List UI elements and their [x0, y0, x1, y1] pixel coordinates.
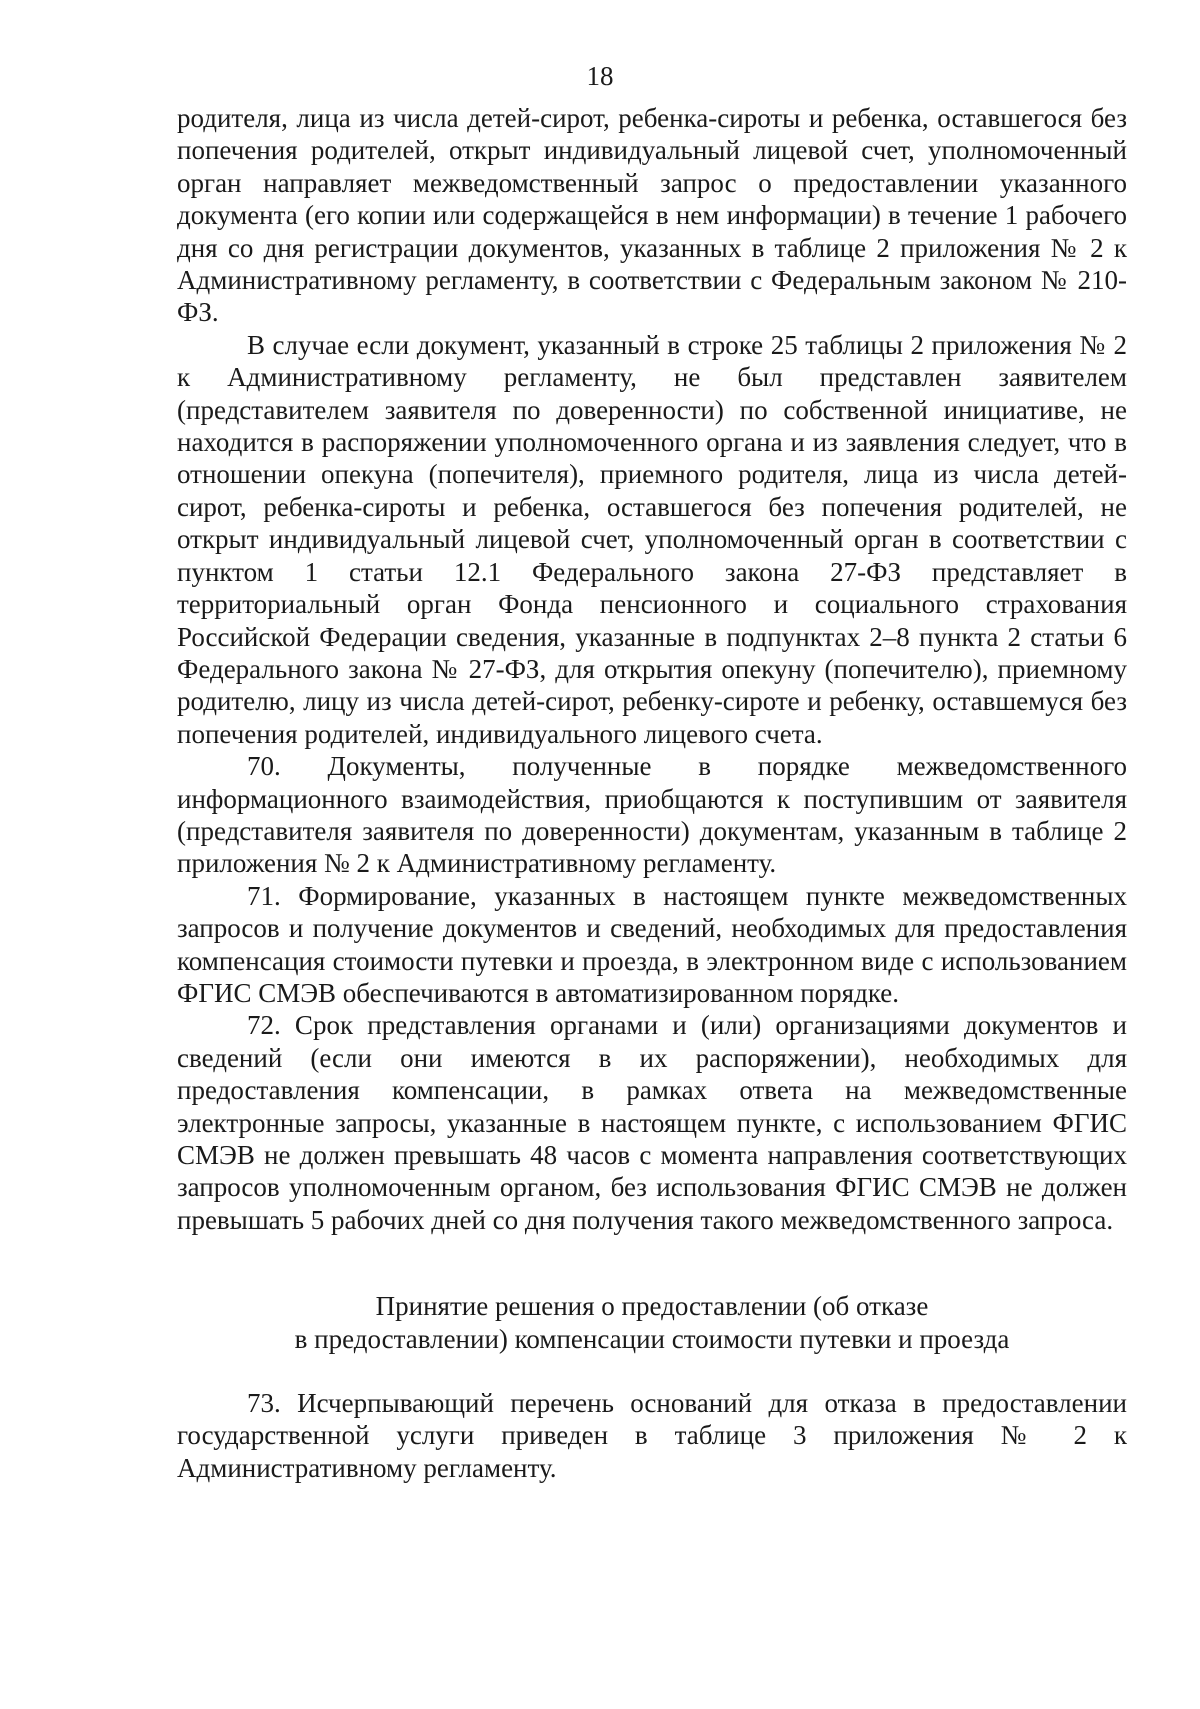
- paragraph-70: 70. Документы, полученные в порядке межведомственного информационного взаимодействия, приобщаются к поступившим от заявителя (представителя заявителя по доверенности) документам, указанным в таблице 2 приложения № 2 к Административному регламенту.: [177, 751, 1127, 879]
- paragraph-72: 72. Срок представления органами и (или) организациями документов и сведений (если они имеются в их распоряжении), необходимых для предоставления компенсации, в рамках ответа на межведомственные электронные запросы, указанные в настоящем пункте, с использованием ФГИС СМЭВ не должен превышать 48 часов с момента направления соответствующих запросов уполномоченным органом, без использования ФГИС СМЭВ не должен превышать 5 рабочих дней со дня получения такого межведомственного запроса.: [177, 1010, 1127, 1235]
- paragraph-continuation: родителя, лица из числа детей-сирот, ребенка-сироты и ребенка, оставшегося без попечения родителей, открыт индивидуальный лицевой счет, уполномоченный орган направляет межведомственный запрос о предоставлении указанного документа (его копии или содержащейся в нем информации) в течение 1 рабочего дня со дня регистрации документов, указанных в таблице 2 приложения № 2 к Административному регламенту, в соответствии с Федеральным законом № 210-ФЗ.: [177, 103, 1127, 328]
- document-body: [177, 102, 1127, 1484]
- paragraph-73: 73. Исчерпывающий перечень оснований для отказа в предоставлении государственной услуги приведен в таблице 3 приложения № 2 к Административному регламенту.: [177, 1388, 1127, 1483]
- section-heading-line-2: в предоставлении) компенсации стоимости путевки и проезда: [294, 1323, 1010, 1354]
- section-heading: [177, 1290, 1127, 1355]
- paragraph-account-case: В случае если документ, указанный в строке 25 таблицы 2 приложения № 2 к Административному регламенту, не был представлен заявителем (представителем заявителя по доверенности) по собственной инициативе, не находится в распоряжении уполномоченного органа и из заявления следует, что в отношении опекуна (попечителя), приемного родителя, лица из числа детей-сирот, ребенка-сироты и ребенка, оставшегося без попечения родителей, не открыт индивидуальный лицевой счет, уполномоченный орган в соответствии с пунктом 1 статьи 12.1 Федерального закона 27-ФЗ представляет в территориальный орган Фонда пенсионного и социального страхования Российской Федерации сведения, указанные в подпунктах 2–8 пункта 2 статьи 6 Федерального закона № 27-ФЗ, для открытия опекуну (попечителю), приемному родителю, лицу из числа детей-сирот, ребенку-сироте и ребенку, оставшемуся без попечения родителей, индивидуального лицевого счета.: [177, 329, 1127, 749]
- section-heading-line-1: Принятие решения о предоставлении (об отказе: [375, 1291, 929, 1322]
- page-number: 18: [586, 61, 614, 91]
- paragraph-71: 71. Формирование, указанных в настоящем пункте межведомственных запросов и получение документов и сведений, необходимых для предоставления компенсация стоимости путевки и проезда, в электронном виде с использованием ФГИС СМЭВ обеспечиваются в автоматизированном порядке.: [177, 880, 1127, 1008]
